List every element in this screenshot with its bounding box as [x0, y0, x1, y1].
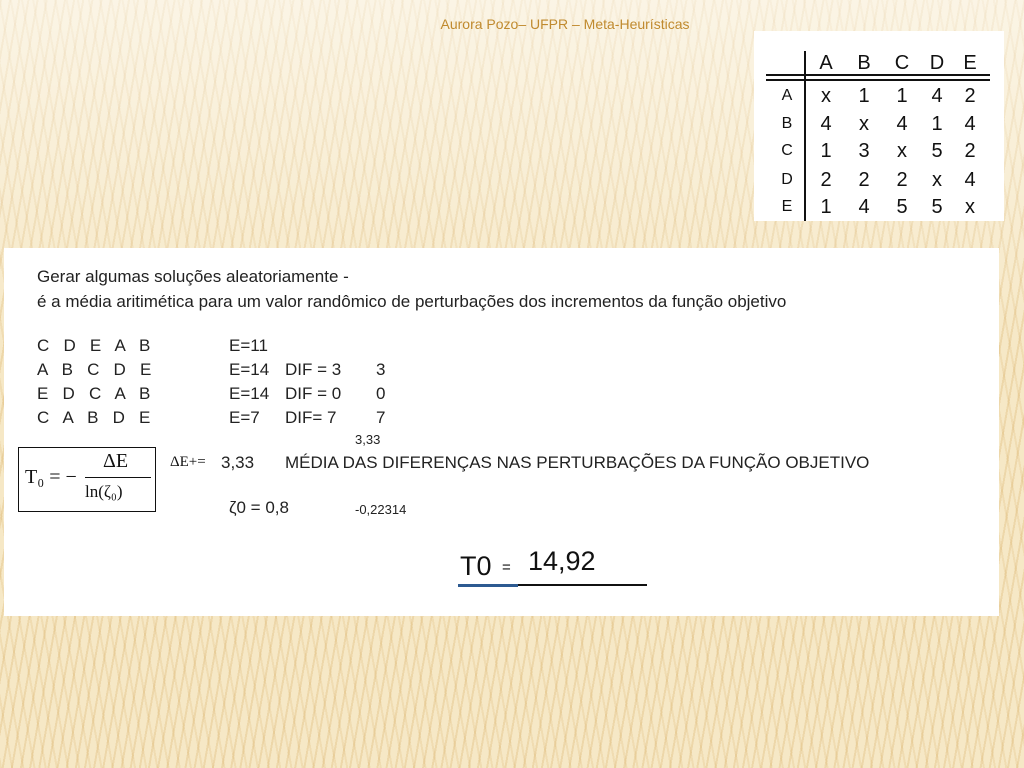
t0-value: 14,92 — [528, 546, 596, 576]
matrix-cell: 1 — [820, 140, 832, 162]
mean-difference-description: MÉDIA DAS DIFERENÇAS NAS PERTURBAÇÕES DA FUNÇÃO OBJETIVO — [285, 453, 870, 472]
matrix-cell: x — [965, 196, 975, 218]
matrix-cell: 2 — [964, 140, 976, 162]
solution-energy: E=11 — [229, 336, 268, 355]
matrix-row-label: C — [781, 142, 793, 159]
matrix-cell: 1 — [858, 85, 870, 107]
matrix-cell: 4 — [964, 169, 976, 191]
matrix-cell: 4 — [858, 196, 870, 218]
solution-dif: DIF= 7 — [285, 408, 337, 427]
t0-label: T0 — [460, 551, 492, 581]
matrix-column-header: C — [894, 52, 910, 74]
solution-sequence: E D C A B — [37, 384, 151, 403]
matrix-cell: 5 — [931, 196, 943, 218]
matrix-cell: 2 — [964, 85, 976, 107]
solution-sequence: A B C D E — [37, 360, 152, 379]
matrix-cell: x — [859, 113, 869, 135]
matrix-cell: 4 — [964, 113, 976, 135]
matrix-cell: 4 — [820, 113, 832, 135]
delta-e-value: 3,33 — [221, 453, 255, 472]
formula-fraction-line — [85, 477, 151, 478]
matrix-cell: 1 — [820, 196, 832, 218]
matrix-cell: x — [897, 140, 907, 162]
formula-lhs: T₀ = − — [25, 466, 77, 488]
matrix-column-header: A — [819, 52, 833, 74]
solution-diff-value: 7 — [376, 408, 386, 427]
solution-energy: E=14 — [229, 360, 270, 379]
matrix-cell: x — [821, 85, 831, 107]
matrix-header-rule-bottom — [766, 79, 990, 81]
matrix-cell: 1 — [931, 113, 943, 135]
average-value: 3,33 — [355, 432, 381, 447]
content-panel — [4, 248, 999, 616]
matrix-row-label: D — [781, 171, 793, 188]
matrix-column-header: E — [963, 52, 977, 74]
matrix-cell: 5 — [896, 196, 908, 218]
matrix-cell: x — [932, 169, 942, 191]
matrix-row-label: B — [781, 115, 793, 132]
matrix-cell: 4 — [931, 85, 943, 107]
matrix-cell: 3 — [858, 140, 870, 162]
solution-dif: DIF = 0 — [285, 384, 342, 403]
matrix-column-header: B — [857, 52, 871, 74]
matrix-row-label: E — [781, 198, 793, 215]
solution-energy: E=7 — [229, 408, 260, 427]
matrix-vertical-rule — [804, 51, 806, 221]
ln-value: -0,22314 — [355, 502, 407, 517]
matrix-cell: 4 — [896, 113, 908, 135]
formula-numerator: ΔE — [103, 450, 129, 472]
intro-line: Gerar algumas soluções aleatoriamente - — [37, 267, 349, 286]
temperature-formula — [18, 447, 156, 512]
solution-diff-value: 0 — [376, 384, 386, 403]
matrix-cell: 5 — [931, 140, 943, 162]
solution-dif: DIF = 3 — [285, 360, 342, 379]
t0-equals: = — [502, 559, 511, 576]
solution-diff-value: 3 — [376, 360, 386, 379]
matrix-row-label: A — [781, 87, 793, 104]
matrix-cell: 2 — [896, 169, 908, 191]
solution-sequence: C D E A B — [37, 336, 151, 355]
solution-sequence: C A B D E — [37, 408, 151, 427]
matrix-cell: 1 — [896, 85, 908, 107]
intro-description: é a média aritimética para um valor randômico de perturbações dos incrementos da função objetivo — [37, 292, 787, 311]
t0-underline — [518, 584, 647, 586]
matrix-column-header: D — [929, 52, 945, 74]
formula-denominator: ln(ζ₀) — [85, 482, 123, 501]
distance-matrix — [754, 31, 1004, 221]
delta-e-label: ΔE+= — [170, 454, 206, 470]
header-title: Aurora Pozo– UFPR – Meta-Heurísticas — [440, 16, 690, 32]
matrix-cell: 2 — [858, 169, 870, 191]
t0-underline-accent — [458, 584, 518, 587]
solution-energy: E=14 — [229, 384, 270, 403]
matrix-cell: 2 — [820, 169, 832, 191]
zeta-value: ζ0 = 0,8 — [229, 498, 289, 517]
